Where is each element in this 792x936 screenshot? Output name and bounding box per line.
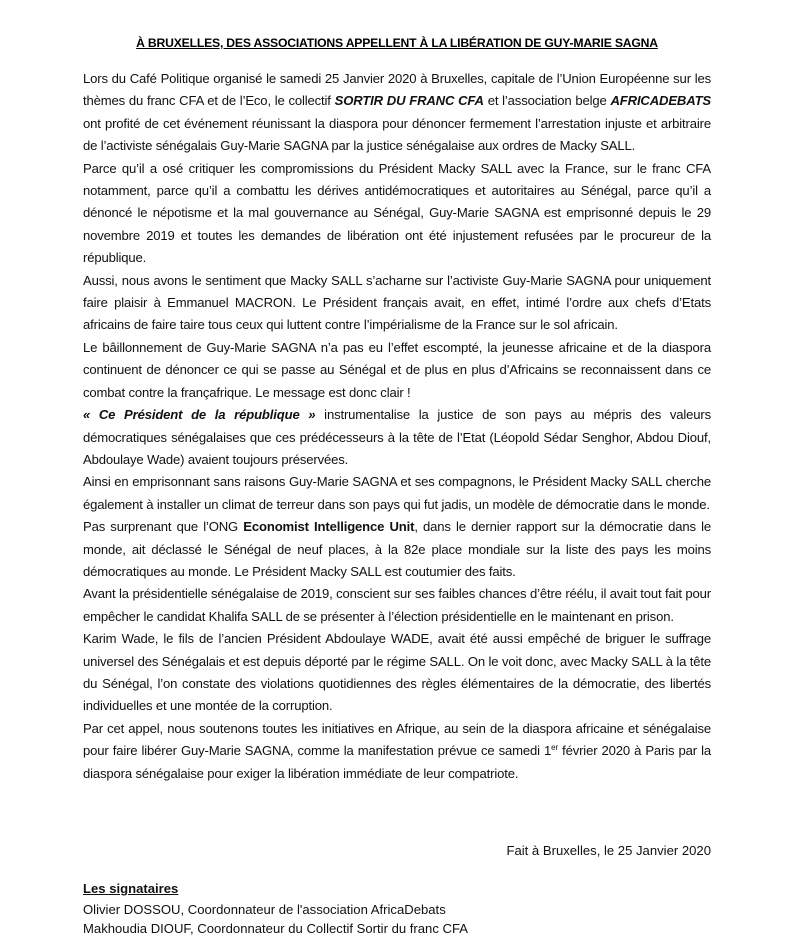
place-and-date: Fait à Bruxelles, le 25 Janvier 2020 [506, 843, 711, 858]
paragraph-10 [83, 718, 711, 785]
signatory: Olivier DOSSOU, Coordonnateur de l'association AfricaDebats [83, 902, 446, 917]
paragraph-text: Lors du Café Politique organisé le samedi 25 Janvier 2020 à Bruxelles, capitale de l’Union Européenne sur les thèmes du franc CFA et de l’Eco, le collectif [83, 71, 711, 109]
signatories-heading: Les signataires [83, 881, 179, 896]
paragraph-text: Par cet appel, nous soutenons toutes les initiatives en Afrique, au sein de la diaspora africaine et sénégalaise pour faire libérer Guy-Marie SAGNA, comme la manifestation prévue ce samedi 1 [83, 720, 711, 759]
quoted-phrase: « Ce Président de la république » [83, 407, 316, 423]
paragraph-1 [83, 68, 711, 158]
paragraph-text: , dans le dernier rapport sur la démocratie dans le monde, ait déclassé le Sénégal de neuf places, à la 82e place mondiale sur la liste des pays les moins démocratiques au monde. Le Président Macky SALL est coutumier des faits. [83, 519, 711, 579]
association-name: AFRICADEBATS [610, 93, 712, 109]
document-body [83, 68, 711, 785]
paragraph-text: Pas surprenant que l’ONG [83, 519, 244, 535]
organization-name: Economist Intelligence Unit [243, 519, 415, 535]
paragraph-8: Avant la présidentielle sénégalaise de 2019, conscient sur ses faibles chances d’être réélu, il avait tout fait pour empêcher le candidat Khalifa SALL de se présenter à l’élection présidentielle en le maintenant en prison. [83, 586, 711, 624]
paragraph-2: Parce qu’il a osé critiquer les compromissions du Président Macky SALL avec la France, sur le franc CFA notamment, parce qu’il a combattu les dérives antidémocratiques et autoritaires au Sénégal, parce qu’il a dénoncé le népotisme et la mal gouvernance au Sénégal, Guy-Marie SAGNA est emprisonné depuis le 29 novembre 2019 et toutes les demandes de libération ont été injustement refusées par le procureur de la république. [83, 160, 711, 266]
paragraph-3: Aussi, nous avons le sentiment que Macky SALL s’acharne sur l’activiste Guy-Marie SAGNA pour uniquement faire plaisir à Emmanuel MACRON. Le Président français avait, en effet, intimé l’ordre aux chefs d’Etats africains de faire taire tous ceux qui luttent contre l’impérialisme de la France sur le sol africain. [83, 272, 711, 333]
paragraph-text: février 2020 à Paris par la diaspora sénégalaise pour exiger la libération immédiate de leur compatriote. [83, 743, 711, 781]
document-title: À BRUXELLES, DES ASSOCIATIONS APPELLENT À LA LIBÉRATION DE GUY-MARIE SAGNA [136, 36, 658, 50]
paragraph-text: instrumentalise la justice de son pays au mépris des valeurs démocratiques sénégalaises que ces prédécesseurs à la tête de l’Etat (Léopold Sédar Senghor, Abdou Diouf, Abdoulaye Wade) avaient toujours préservées. [83, 407, 711, 467]
paragraph-7 [83, 516, 711, 583]
collective-name: SORTIR DU FRANC CFA [334, 93, 484, 109]
paragraph-text: et l’association belge [483, 93, 611, 109]
paragraph-6: Ainsi en emprisonnant sans raisons Guy-Marie SAGNA et ses compagnons, le Président Macky SALL cherche également à installer un climat de terreur dans son pays qui fut jadis, un modèle de démocratie dans le monde. [83, 474, 711, 512]
paragraph-9: Karim Wade, le fils de l’ancien Président Abdoulaye WADE, avait été aussi empêché de briguer le suffrage universel des Sénégalais et est depuis déporté par le régime SALL. On le voit donc, avec Macky SALL à la tête du Sénégal, l’on constate des violations quotidiennes des règles élémentaires de la démocratie, des libertés individuelles et une montée de la corruption. [83, 631, 711, 714]
signatory: Makhoudia DIOUF, Coordonnateur du Collectif Sortir du franc CFA [83, 921, 468, 936]
paragraph-5 [83, 404, 711, 471]
paragraph-4: Le bâillonnement de Guy-Marie SAGNA n’a pas eu l’effet escompté, la jeunesse africaine et de la diaspora continuent de dénoncer ce qui se passe au Sénégal et de plus en plus d’Africains se reconnaissent dans ce combat contre la françafrique. Le message est donc clair ! [83, 339, 711, 400]
paragraph-text: ont profité de cet événement réunissant la diaspora pour dénoncer fermement l’arrestation injuste et arbitraire de l’activiste sénégalais Guy-Marie SAGNA par la justice sénégalaise aux ordres de Macky SALL. [83, 115, 711, 154]
ordinal-superscript: er [551, 743, 558, 753]
